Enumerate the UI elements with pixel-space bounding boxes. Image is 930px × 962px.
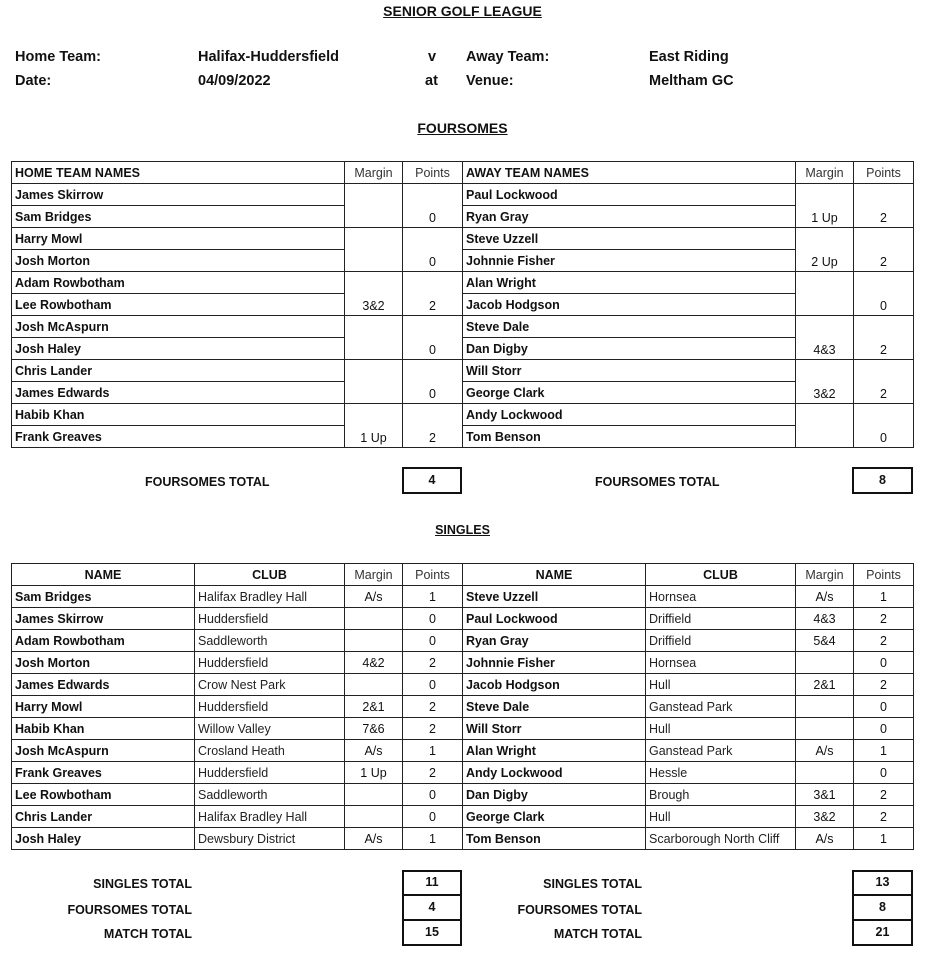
home-names-header: HOME TEAM NAMES — [12, 162, 345, 184]
home-points-header: Points — [403, 564, 463, 586]
away-player-name: Paul Lockwood — [463, 184, 796, 206]
away-player-club: Driffield — [646, 608, 796, 630]
away-pair-points: 0 — [854, 272, 914, 316]
away-player-name: Will Storr — [463, 718, 646, 740]
foursomes-title: FOURSOMES — [417, 120, 508, 136]
home-player-points: 2 — [403, 762, 463, 784]
home-player-name: Josh Morton — [12, 250, 345, 272]
away-player-name: Paul Lockwood — [463, 608, 646, 630]
away-pair-margin — [796, 404, 854, 448]
away-player-margin: A/s — [796, 586, 854, 608]
home-player-club: Halifax Bradley Hall — [195, 586, 345, 608]
away-player-name: George Clark — [463, 382, 796, 404]
home-player-club: Dewsbury District — [195, 828, 345, 850]
home-player-margin: A/s — [345, 586, 403, 608]
singles-row — [12, 696, 914, 718]
away-player-name: Johnnie Fisher — [463, 250, 796, 272]
home-player-margin — [345, 674, 403, 696]
away-foursomes-total-label: FOURSOMES TOTAL — [517, 903, 642, 917]
home-player-club: Huddersfield — [195, 652, 345, 674]
home-player-club: Saddleworth — [195, 784, 345, 806]
foursomes-row — [12, 272, 914, 294]
versus-label: v — [428, 49, 437, 65]
home-player-name: Adam Rowbotham — [12, 630, 195, 652]
singles-row — [12, 652, 914, 674]
foursomes-away-total: 8 — [852, 467, 913, 494]
away-player-club: Hornsea — [646, 586, 796, 608]
home-player-margin — [345, 608, 403, 630]
home-player-margin: 2&1 — [345, 696, 403, 718]
away-player-name: Andy Lockwood — [463, 762, 646, 784]
home-team-value: Halifax-Huddersfield — [198, 49, 339, 65]
home-player-points: 2 — [403, 652, 463, 674]
foursomes-row — [12, 316, 914, 338]
singles-row — [12, 828, 914, 850]
home-pair-margin — [345, 228, 403, 272]
home-player-club: Crosland Heath — [195, 740, 345, 762]
away-player-margin: A/s — [796, 740, 854, 762]
home-pair-margin — [345, 360, 403, 404]
home-player-club: Crow Nest Park — [195, 674, 345, 696]
foursomes-header-row — [12, 162, 914, 184]
away-player-club: Ganstead Park — [646, 740, 796, 762]
home-player-name: Josh McAspurn — [12, 316, 345, 338]
away-player-points: 1 — [854, 740, 914, 762]
venue-label: Venue: — [466, 73, 514, 89]
home-club-header: CLUB — [195, 564, 345, 586]
home-player-name: James Edwards — [12, 382, 345, 404]
home-player-margin: A/s — [345, 828, 403, 850]
home-player-name: Josh McAspurn — [12, 740, 195, 762]
away-player-points: 0 — [854, 762, 914, 784]
away-player-margin — [796, 762, 854, 784]
home-player-margin — [345, 630, 403, 652]
away-player-margin — [796, 696, 854, 718]
home-player-name: Chris Lander — [12, 806, 195, 828]
home-name-header: NAME — [12, 564, 195, 586]
singles-row — [12, 740, 914, 762]
home-player-name: James Skirrow — [12, 608, 195, 630]
home-pair-points: 2 — [403, 272, 463, 316]
home-player-margin: 4&2 — [345, 652, 403, 674]
date-label: Date: — [15, 73, 52, 89]
home-player-name: James Edwards — [12, 674, 195, 696]
away-points-header: Points — [854, 162, 914, 184]
away-player-name: Dan Digby — [463, 784, 646, 806]
away-pair-points: 2 — [854, 228, 914, 272]
home-foursomes-total-label: FOURSOMES TOTAL — [67, 903, 192, 917]
away-player-name: Jacob Hodgson — [463, 674, 646, 696]
away-player-name: Will Storr — [463, 360, 796, 382]
away-player-club: Hull — [646, 718, 796, 740]
home-player-points: 0 — [403, 784, 463, 806]
away-player-name: George Clark — [463, 806, 646, 828]
singles-row — [12, 718, 914, 740]
away-names-header: AWAY TEAM NAMES — [463, 162, 796, 184]
foursomes-row — [12, 250, 914, 272]
away-foursomes-total: 8 — [852, 894, 913, 921]
away-singles-total: 13 — [852, 870, 913, 896]
away-player-points: 2 — [854, 806, 914, 828]
home-player-club: Huddersfield — [195, 696, 345, 718]
away-player-points: 0 — [854, 718, 914, 740]
singles-table — [11, 563, 914, 850]
home-player-club: Saddleworth — [195, 630, 345, 652]
away-player-club: Hull — [646, 674, 796, 696]
home-player-margin — [345, 784, 403, 806]
away-player-margin: 3&2 — [796, 806, 854, 828]
away-player-name: Alan Wright — [463, 272, 796, 294]
foursomes-table — [11, 161, 914, 448]
away-player-name: Tom Benson — [463, 426, 796, 448]
away-player-name: Ryan Gray — [463, 206, 796, 228]
away-player-club: Hessle — [646, 762, 796, 784]
away-player-points: 1 — [854, 586, 914, 608]
home-pair-margin: 1 Up — [345, 404, 403, 448]
away-player-name: Steve Dale — [463, 316, 796, 338]
away-player-name: Tom Benson — [463, 828, 646, 850]
home-player-margin — [345, 806, 403, 828]
away-player-points: 2 — [854, 608, 914, 630]
away-player-margin: 3&1 — [796, 784, 854, 806]
home-player-name: Lee Rowbotham — [12, 294, 345, 316]
foursomes-row — [12, 382, 914, 404]
away-team-label: Away Team: — [466, 49, 550, 65]
away-player-margin: 5&4 — [796, 630, 854, 652]
home-margin-header: Margin — [345, 564, 403, 586]
home-player-name: Harry Mowl — [12, 228, 345, 250]
home-player-margin: 1 Up — [345, 762, 403, 784]
away-points-header: Points — [854, 564, 914, 586]
away-player-club: Scarborough North Cliff — [646, 828, 796, 850]
away-player-name: Jacob Hodgson — [463, 294, 796, 316]
foursomes-away-total-label: FOURSOMES TOTAL — [595, 475, 720, 489]
away-match-total-label: MATCH TOTAL — [553, 927, 642, 941]
home-player-points: 0 — [403, 806, 463, 828]
home-player-margin: A/s — [345, 740, 403, 762]
home-pair-points: 0 — [403, 360, 463, 404]
home-player-name: Habib Khan — [12, 718, 195, 740]
away-player-points: 0 — [854, 696, 914, 718]
home-pair-points: 2 — [403, 404, 463, 448]
foursomes-row — [12, 426, 914, 448]
away-pair-margin: 4&3 — [796, 316, 854, 360]
singles-row — [12, 586, 914, 608]
away-pair-margin: 3&2 — [796, 360, 854, 404]
foursomes-row — [12, 294, 914, 316]
home-singles-total-label: SINGLES TOTAL — [93, 877, 192, 891]
away-pair-points: 0 — [854, 404, 914, 448]
away-player-name: Johnnie Fisher — [463, 652, 646, 674]
singles-title: SINGLES — [435, 523, 490, 537]
foursomes-row — [12, 360, 914, 382]
away-player-name: Steve Uzzell — [463, 228, 796, 250]
home-pair-margin: 3&2 — [345, 272, 403, 316]
home-points-header: Points — [403, 162, 463, 184]
home-pair-points: 0 — [403, 228, 463, 272]
away-match-total: 21 — [852, 919, 913, 946]
home-margin-header: Margin — [345, 162, 403, 184]
home-player-name: Frank Greaves — [12, 426, 345, 448]
home-match-total-label: MATCH TOTAL — [103, 927, 192, 941]
away-player-margin: A/s — [796, 828, 854, 850]
home-player-margin: 7&6 — [345, 718, 403, 740]
away-pair-margin: 2 Up — [796, 228, 854, 272]
home-pair-margin — [345, 184, 403, 228]
foursomes-row — [12, 228, 914, 250]
away-margin-header: Margin — [796, 564, 854, 586]
home-player-name: Habib Khan — [12, 404, 345, 426]
home-player-points: 1 — [403, 740, 463, 762]
home-singles-total: 11 — [402, 870, 462, 896]
away-player-name: Alan Wright — [463, 740, 646, 762]
away-player-name: Steve Dale — [463, 696, 646, 718]
singles-row — [12, 806, 914, 828]
foursomes-row — [12, 404, 914, 426]
home-player-points: 0 — [403, 674, 463, 696]
home-pair-points: 0 — [403, 184, 463, 228]
away-player-margin — [796, 652, 854, 674]
home-player-name: Adam Rowbotham — [12, 272, 345, 294]
home-player-name: Harry Mowl — [12, 696, 195, 718]
home-player-club: Willow Valley — [195, 718, 345, 740]
singles-row — [12, 608, 914, 630]
home-player-name: Lee Rowbotham — [12, 784, 195, 806]
away-club-header: CLUB — [646, 564, 796, 586]
away-player-name: Dan Digby — [463, 338, 796, 360]
away-player-name: Andy Lockwood — [463, 404, 796, 426]
away-player-name: Steve Uzzell — [463, 586, 646, 608]
home-match-total: 15 — [402, 919, 462, 946]
away-player-points: 0 — [854, 652, 914, 674]
home-player-name: Josh Haley — [12, 828, 195, 850]
home-player-points: 2 — [403, 718, 463, 740]
singles-row — [12, 630, 914, 652]
home-player-club: Huddersfield — [195, 762, 345, 784]
away-player-club: Driffield — [646, 630, 796, 652]
date-value: 04/09/2022 — [198, 73, 271, 89]
away-player-margin — [796, 718, 854, 740]
venue-value: Meltham GC — [649, 73, 734, 89]
foursomes-row — [12, 206, 914, 228]
at-label: at — [425, 73, 438, 89]
home-foursomes-total: 4 — [402, 894, 462, 921]
home-player-points: 1 — [403, 586, 463, 608]
away-pair-points: 2 — [854, 316, 914, 360]
singles-row — [12, 762, 914, 784]
home-player-points: 2 — [403, 696, 463, 718]
home-pair-margin — [345, 316, 403, 360]
away-name-header: NAME — [463, 564, 646, 586]
foursomes-home-total: 4 — [402, 467, 462, 494]
home-player-club: Halifax Bradley Hall — [195, 806, 345, 828]
singles-header-row — [12, 564, 914, 586]
away-player-club: Ganstead Park — [646, 696, 796, 718]
away-player-margin: 4&3 — [796, 608, 854, 630]
away-player-name: Ryan Gray — [463, 630, 646, 652]
away-player-club: Brough — [646, 784, 796, 806]
home-player-points: 0 — [403, 608, 463, 630]
home-player-name: Frank Greaves — [12, 762, 195, 784]
home-player-points: 1 — [403, 828, 463, 850]
home-player-name: Sam Bridges — [12, 206, 345, 228]
home-player-name: Sam Bridges — [12, 586, 195, 608]
home-player-points: 0 — [403, 630, 463, 652]
page-title: SENIOR GOLF LEAGUE — [383, 3, 542, 19]
away-pair-points: 2 — [854, 360, 914, 404]
singles-row — [12, 784, 914, 806]
foursomes-home-total-label: FOURSOMES TOTAL — [145, 475, 270, 489]
home-player-club: Huddersfield — [195, 608, 345, 630]
away-player-points: 1 — [854, 828, 914, 850]
away-player-club: Hull — [646, 806, 796, 828]
foursomes-row — [12, 338, 914, 360]
home-player-name: Josh Morton — [12, 652, 195, 674]
away-team-value: East Riding — [649, 49, 729, 65]
away-player-club: Hornsea — [646, 652, 796, 674]
away-singles-total-label: SINGLES TOTAL — [543, 877, 642, 891]
away-player-margin: 2&1 — [796, 674, 854, 696]
away-pair-points: 2 — [854, 184, 914, 228]
home-player-name: Josh Haley — [12, 338, 345, 360]
away-player-points: 2 — [854, 630, 914, 652]
home-player-name: Chris Lander — [12, 360, 345, 382]
home-team-label: Home Team: — [15, 49, 101, 65]
home-player-name: James Skirrow — [12, 184, 345, 206]
home-pair-points: 0 — [403, 316, 463, 360]
away-pair-margin: 1 Up — [796, 184, 854, 228]
singles-row — [12, 674, 914, 696]
away-player-points: 2 — [854, 674, 914, 696]
away-margin-header: Margin — [796, 162, 854, 184]
away-pair-margin — [796, 272, 854, 316]
foursomes-row — [12, 184, 914, 206]
away-player-points: 2 — [854, 784, 914, 806]
